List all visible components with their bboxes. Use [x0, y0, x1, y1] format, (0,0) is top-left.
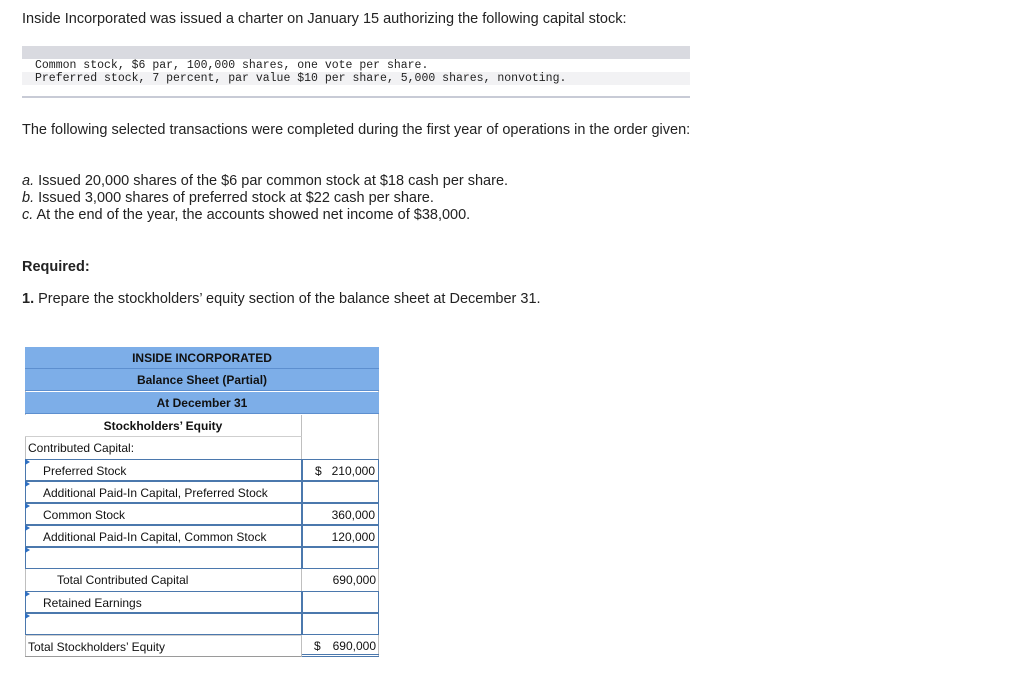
transaction-text: At the end of the year, the accounts showed net income of $38,000.: [33, 207, 471, 223]
total-contributed-label: Total Contributed Capital: [25, 569, 302, 591]
common-stock-value-field[interactable]: 360,000: [302, 503, 379, 525]
row-apic-common: [25, 525, 379, 547]
retained-earnings-label[interactable]: Retained Earnings: [25, 591, 302, 613]
question-1: [22, 291, 541, 307]
transaction-text: Issued 3,000 shares of preferred stock at $22 cash per share.: [34, 190, 434, 206]
total-equity-amount: 690,000: [332, 639, 376, 653]
row-total-equity: [25, 635, 379, 657]
question-number: 1.: [22, 291, 35, 307]
row-contributed-capital: [25, 437, 379, 459]
row-preferred-stock: [25, 459, 379, 481]
total-equity-label: Total Stockholders’ Equity: [25, 635, 302, 657]
dollar-sign: $: [315, 464, 322, 478]
sheet-date: At December 31: [25, 392, 379, 414]
apic-preferred-label[interactable]: Additional Paid-In Capital, Preferred Stock: [25, 481, 302, 503]
blank-label-2[interactable]: [25, 613, 302, 635]
row-common-stock: [25, 503, 379, 525]
transaction-letter: a.: [22, 173, 35, 189]
preferred-stock-line: Preferred stock, 7 percent, par value $10 per share, 5,000 shares, nonvoting.: [22, 72, 690, 85]
blank-value-field-2[interactable]: [302, 613, 379, 635]
question-text: Prepare the stockholders’ equity section of the balance sheet at December 31.: [34, 291, 541, 307]
transaction-c: [22, 207, 470, 224]
contributed-capital-label: Contributed Capital:: [25, 437, 302, 459]
dropdown-marker-icon: [25, 481, 30, 487]
capital-stock-box: [22, 46, 690, 98]
total-contributed-value: 690,000: [332, 573, 376, 587]
row-blank-2: [25, 613, 379, 635]
dollar-sign: $: [314, 639, 321, 653]
preferred-stock-label[interactable]: Preferred Stock: [25, 459, 302, 481]
apic-preferred-value-field[interactable]: [302, 481, 379, 503]
apic-common-label[interactable]: Additional Paid-In Capital, Common Stock: [25, 525, 302, 547]
row-apic-preferred: [25, 481, 379, 503]
transaction-b: [22, 190, 434, 207]
row-total-contributed: [25, 569, 379, 591]
common-stock-line: Common stock, $6 par, 100,000 shares, one vote per share.: [35, 59, 429, 72]
preferred-stock-value-field[interactable]: [302, 459, 379, 481]
preferred-stock-value: 210,000: [331, 464, 375, 478]
dropdown-marker-icon: [25, 547, 30, 553]
transaction-letter: b.: [22, 190, 35, 206]
dropdown-marker-icon: [25, 459, 30, 465]
common-stock-label[interactable]: Common Stock: [25, 503, 302, 525]
dropdown-marker-icon: [25, 503, 30, 509]
retained-earnings-value-field[interactable]: [302, 591, 379, 613]
total-equity-value: [302, 635, 379, 657]
apic-common-value-field[interactable]: 120,000: [302, 525, 379, 547]
dropdown-marker-icon: [25, 613, 30, 619]
intro-text: Inside Incorporated was issued a charter on January 15 authorizing the following capital stock:: [22, 11, 627, 27]
dropdown-marker-icon: [25, 591, 30, 597]
transaction-a: [22, 173, 508, 190]
transaction-letter: c.: [22, 207, 34, 223]
transactions-intro: The following selected transactions were completed during the first year of operations in the order given:: [22, 122, 691, 138]
required-heading: Required:: [22, 259, 90, 275]
transaction-text: Issued 20,000 shares of the $6 par common stock at $18 cash per share.: [34, 173, 509, 189]
dropdown-marker-icon: [25, 525, 30, 531]
row-blank-1: [25, 547, 379, 569]
sheet-section: Stockholders’ Equity: [25, 415, 302, 437]
blank-label-1[interactable]: [25, 547, 302, 569]
sheet-company: INSIDE INCORPORATED: [25, 347, 379, 369]
blank-value-field-1[interactable]: [302, 547, 379, 569]
row-retained-earnings: [25, 591, 379, 613]
sheet-title: Balance Sheet (Partial): [25, 369, 379, 391]
